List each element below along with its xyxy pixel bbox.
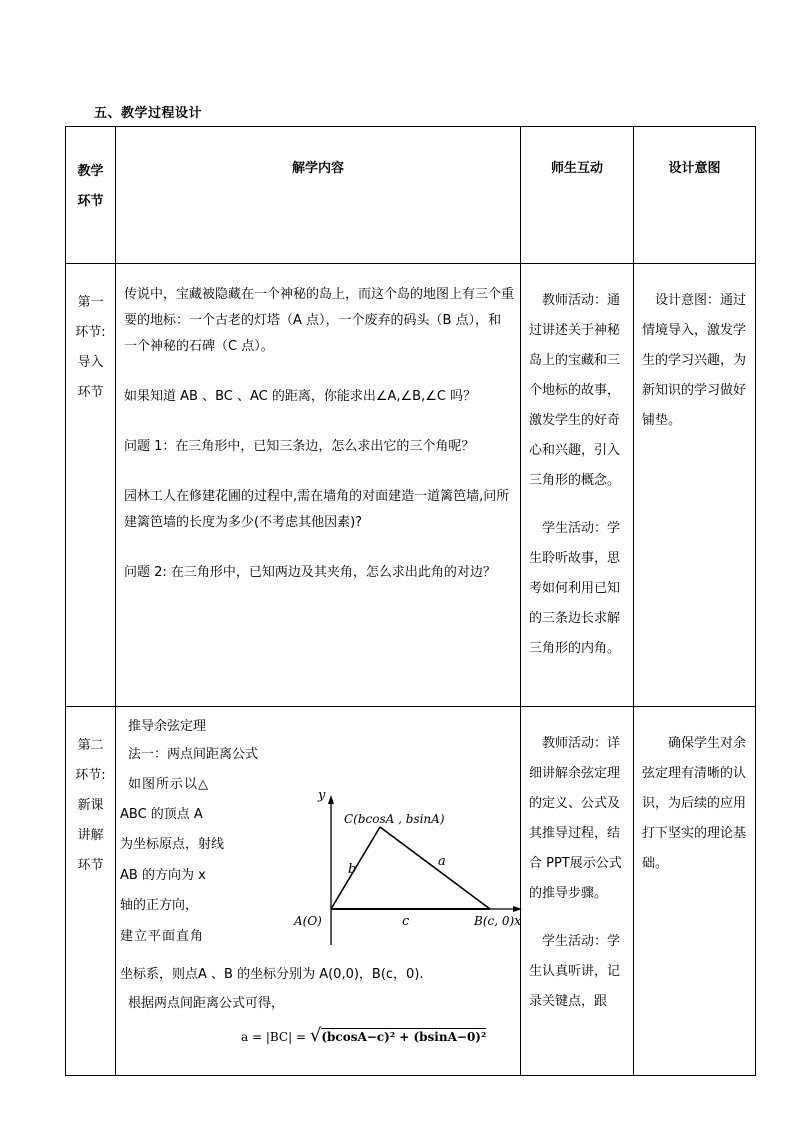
point-a-label: A(O) [294,914,322,928]
subsection-title: 推导余弦定理 [128,719,207,734]
table-row-stage-2 [66,707,756,1076]
point-c-label: C(bcosA , bsinA) [344,812,445,826]
paragraph: 如果知道 AB 、BC 、AC 的距离，你能求出∠A,∠B,∠C 吗？ [124,389,477,404]
paragraph: 问题 2: 在三角形中，已知两边及其夹角，怎么求出此角的对边？ [124,565,496,580]
side-a-label: a [438,854,446,869]
stage-label: 第二环节:新课讲解环节 [66,707,116,1076]
stage-label: 第一环节:导入环节 [66,264,116,707]
text-line: AB 的方向为 x [120,868,206,883]
text-line: 根据两点间距离公式可得， [128,996,285,1011]
method-title: 法一：两点间距离公式 [128,747,259,762]
teacher-activity: 教师活动：详细讲解余弦定理的定义、公式及其推导过程，结合 PPT展示公式的推导步骤。 [529,736,622,901]
lesson-table [65,126,756,1076]
paragraph: 园林工人在修建花圃的过程中,需在墙角的对面建造一道篱笆墙,问所建篱笆墙的长度为多少(不考虑其他因素)? [124,489,510,530]
header-intent: 设计意图 [634,127,756,264]
text-line: 如图所示以△ [128,777,209,792]
side-a [380,827,490,909]
text-line: 坐标系，则点A 、B 的坐标分别为 A(0,0)，B(c，0). [120,967,424,982]
teacher-activity: 教师活动：通过讲述关于神秘岛上的宝藏和三个地标的故事，激发学生的好奇心和兴趣，引入三角形的概念。 [529,293,621,488]
x-axis-arrow [513,906,522,912]
section-title: 五、教学过程设计 [94,106,203,121]
text-line: 建立平面直角 [120,929,205,944]
interaction-cell [521,264,634,707]
side-b-label: b [348,862,357,877]
text-line: 轴的正方向， [120,898,199,913]
content-cell [116,707,521,1076]
paragraph: 传说中，宝藏被隐藏在一个神秘的岛上，而这个岛的地图上有三个重要的地标：一个古老的灯塔（A 点），一个废弃的码头（B 点），和一个神秘的石碑（C 点）。 [124,287,515,354]
y-axis-arrow [328,795,334,804]
header-row [66,127,756,264]
y-axis-label: y [318,788,326,803]
x-axis-label: x [514,914,522,929]
paragraph: 问题 1：在三角形中，已知三条边，怎么求出它的三个角呢？ [124,439,475,454]
student-activity: 学生活动：学生聆听故事，思考如何利用已知的三条边长求解三角形的内角。 [529,521,621,656]
header-interaction: 师生互动 [521,127,634,264]
student-activity: 学生活动：学生认真听讲，记录关键点，跟 [529,934,621,1009]
side-c-label: c [402,914,410,929]
distance-formula: a = |BC| = √(bcosA−c)² + (bsinA−0)² [241,1025,487,1046]
text-line: ABC 的顶点 A [120,807,203,822]
text-line: 为坐标原点，射线 [120,837,225,852]
point-b-label: B(c, 0) [474,914,515,928]
header-stage: 教学环节 [66,127,116,264]
triangle-diagram [276,785,526,955]
interaction-cell [521,707,634,1076]
intent-cell: 确保学生对余弦定理有清晰的认识，为后续的应用打下坚实的理论基础。 [634,707,756,1076]
header-content: 解学内容 [116,127,521,264]
content-cell [116,264,521,707]
table-row-stage-1 [66,264,756,707]
intent-cell: 设计意图：通过情境导入，激发学生的学习兴趣，为新知识的学习做好铺垫。 [634,264,756,707]
